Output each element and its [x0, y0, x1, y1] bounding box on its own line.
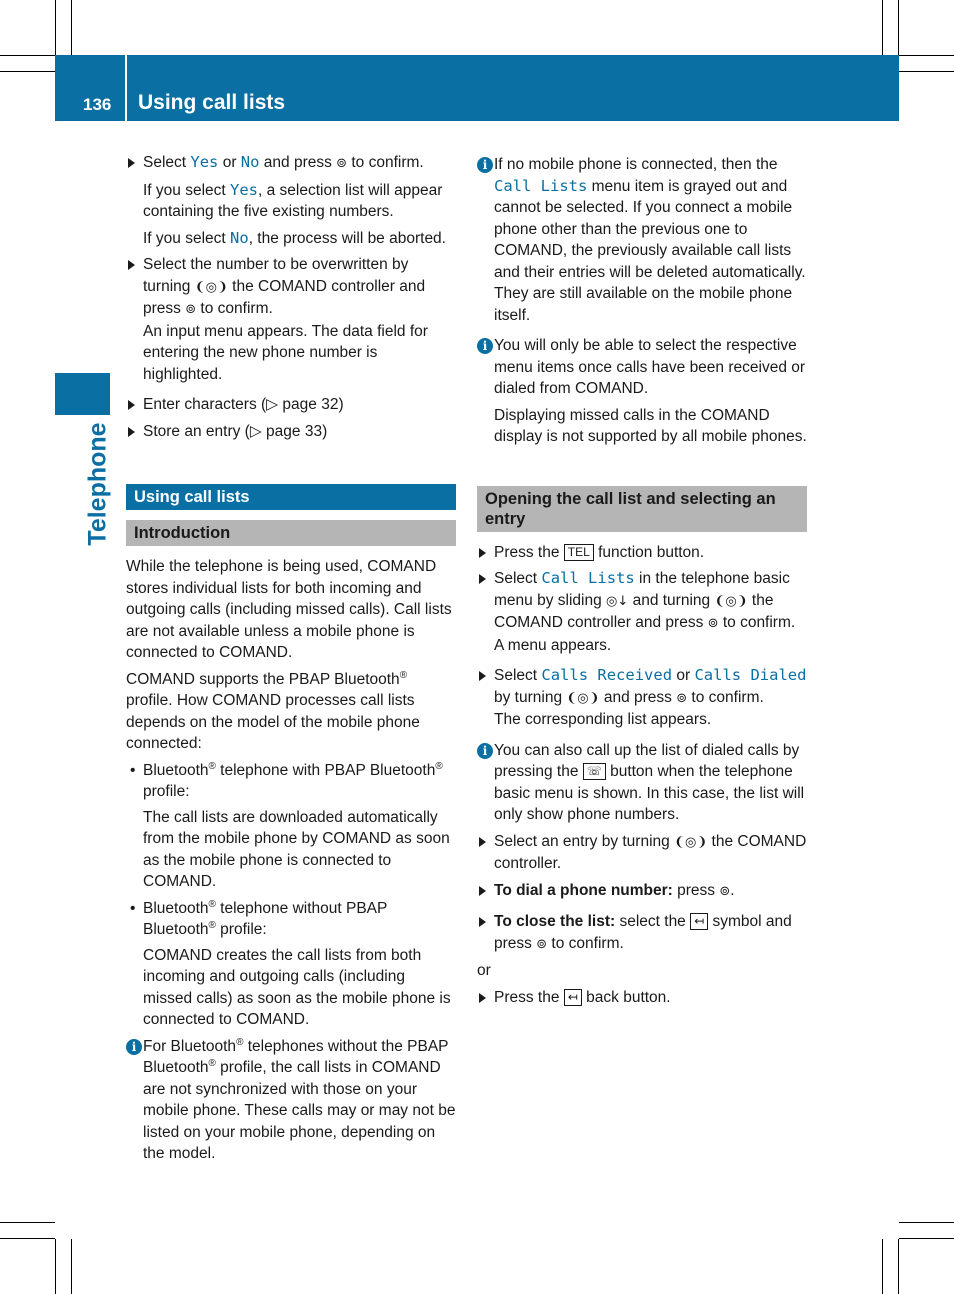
- crop-mark: [899, 71, 954, 72]
- section-heading: Using call lists: [126, 484, 456, 510]
- instruction-step: To dial a phone number: press ⊚.: [477, 880, 807, 903]
- instruction-step: Enter characters (▷ page 32): [126, 394, 456, 416]
- crop-mark: [882, 1239, 883, 1294]
- subsection-heading: Introduction: [126, 520, 456, 546]
- tel-button-icon: TEL: [564, 544, 594, 561]
- crop-mark: [898, 0, 899, 55]
- paragraph: COMAND supports the PBAP Bluetooth® profile. How COMAND processes call lists depends on the model of the mobile phone connected:: [126, 669, 420, 752]
- press-icon: ⊚: [676, 690, 688, 706]
- crop-mark: [0, 55, 55, 56]
- info-note: i For Bluetooth® telephones without the PBAP Bluetooth® profile, the call lists in COMAND are not synchronized with those on your mobile phone. These calls may or may not be listed on your mobile phone, depending on the model.: [126, 1036, 456, 1165]
- slide-down-icon: ◎↓: [606, 593, 629, 609]
- list-item: • Bluetooth® telephone without PBAP Bluetooth® profile:: [126, 898, 456, 941]
- info-icon: i: [477, 157, 493, 173]
- info-icon: i: [126, 1039, 142, 1055]
- back-symbol-icon: ↤: [690, 913, 708, 930]
- instruction-step: Press the ↤ back button.: [477, 987, 807, 1009]
- paragraph: While the telephone is being used, COMAND stores individual lists for both incoming and outgoing calls (including missed calls). Call lists are not available unless a mobile phone is connected to COMAND.: [126, 558, 452, 661]
- page-number: 136: [83, 95, 112, 114]
- press-icon: ⊚: [336, 156, 348, 171]
- press-icon: ⊚: [536, 936, 548, 952]
- info-icon: i: [477, 743, 493, 759]
- instruction-step: Select an entry by turning ❨◎❩ the COMAND controller.: [477, 831, 807, 875]
- paragraph: If you select No, the process will be aborted.: [143, 228, 446, 247]
- crop-mark: [899, 1238, 954, 1239]
- turn-icon: ❨◎❩: [674, 834, 708, 850]
- press-icon: ⊚: [185, 302, 197, 317]
- page-header: [55, 55, 899, 121]
- instruction-step: Select Call Lists in the telephone basic menu by sliding ◎↓ and turning ❨◎❩ the COMAND controller and press ⊚ to confirm. A menu appears.: [477, 568, 807, 656]
- crop-mark: [0, 71, 55, 72]
- instruction-step: Store an entry (▷ page 33): [126, 421, 456, 443]
- crop-mark: [71, 0, 72, 55]
- turn-icon: ❨◎❩: [194, 279, 228, 295]
- turn-icon: ❨◎❩: [714, 593, 748, 609]
- press-icon: ⊚: [719, 883, 731, 899]
- info-icon: i: [477, 338, 493, 354]
- back-button-icon: ↤: [564, 989, 582, 1006]
- side-tab: [55, 373, 110, 415]
- phone-button-icon: ☏: [583, 763, 606, 780]
- paragraph: The call lists are downloaded automatically from the mobile phone by COMAND as soon as the mobile phone is connected to COMAND.: [143, 808, 450, 890]
- right-column: [477, 154, 807, 1013]
- crop-mark: [71, 1239, 72, 1294]
- paragraph: Displaying missed calls in the COMAND display is not supported by all mobile phones.: [494, 406, 807, 445]
- instruction-step: Select Calls Received or Calls Dialed by turning ❨◎❩ and press ⊚ to confirm. The corresponding list appears.: [477, 665, 807, 731]
- info-note: i You can also call up the list of dialed calls by pressing the ☏ button when the telephone basic menu is shown. In this case, the list will only show phone numbers.: [477, 740, 807, 826]
- crop-mark: [899, 1222, 954, 1223]
- crop-mark: [882, 0, 883, 55]
- crop-mark: [55, 0, 56, 55]
- page-title: Using call lists: [138, 91, 286, 114]
- header-divider: [125, 55, 127, 121]
- left-column: [126, 152, 456, 1170]
- instruction-step: Select the number to be overwritten by turning ❨◎❩ the COMAND controller and press ⊚ to confirm. An input menu appears. The data field for entering the new phone number is highlighted.: [126, 254, 456, 385]
- crop-mark: [0, 1222, 55, 1223]
- info-note: i You will only be able to select the respective menu items once calls have been received or dialed from COMAND.: [477, 335, 807, 400]
- turn-icon: ❨◎❩: [566, 690, 600, 706]
- paragraph: COMAND creates the call lists from both incoming and outgoing calls (including missed calls) as soon as the mobile phone is connected to COMAND.: [143, 946, 451, 1028]
- crop-mark: [55, 1239, 56, 1294]
- instruction-step: Press the TEL function button.: [477, 542, 807, 564]
- crop-mark: [899, 55, 954, 56]
- section-heading: Opening the call list and selecting an entry: [477, 486, 807, 532]
- crop-mark: [898, 1239, 899, 1294]
- side-section-label: Telephone: [83, 422, 112, 546]
- info-note: i If no mobile phone is connected, then the Call Lists menu item is grayed out and cannot be selected. If you connect a mobile phone other than the previous one to COMAND, the previously available call lists and their entries will be deleted automatically. They are still available on the mobile phone itself.: [477, 154, 807, 326]
- paragraph: or: [477, 962, 491, 979]
- press-icon: ⊚: [707, 616, 719, 631]
- crop-mark: [0, 1238, 55, 1239]
- instruction-step: To close the list: select the ↤ symbol and press ⊚ to confirm.: [477, 911, 807, 955]
- paragraph: If you select Yes, a selection list will appear containing the five existing numbers.: [143, 180, 443, 220]
- list-item: • Bluetooth® telephone with PBAP Bluetooth® profile:: [126, 760, 456, 803]
- instruction-step: Select Yes or No and press ⊚ to confirm.: [126, 152, 456, 175]
